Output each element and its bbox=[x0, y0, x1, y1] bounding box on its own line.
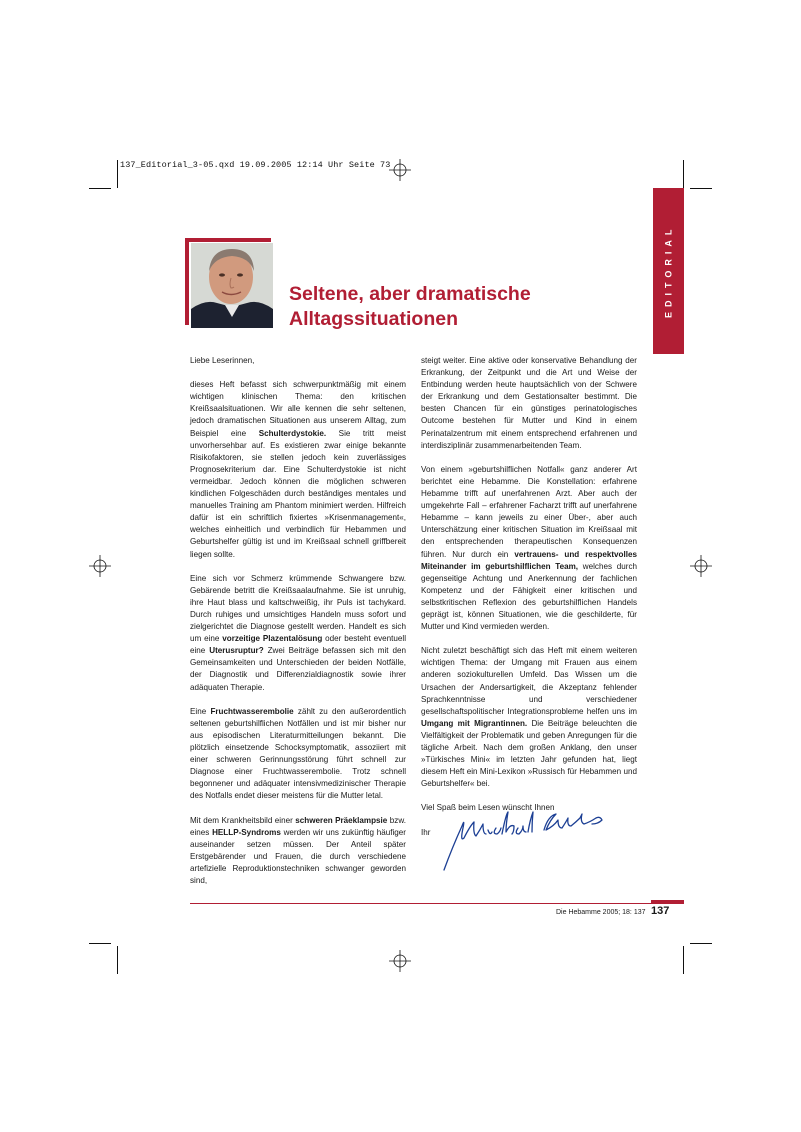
page-number: 137 bbox=[651, 905, 670, 917]
crosshair-registration-icon bbox=[389, 950, 411, 972]
sign-off: Ihr bbox=[421, 827, 431, 837]
page-title bbox=[289, 282, 531, 332]
crop-mark bbox=[117, 946, 118, 974]
paragraph: Eine Fruchtwasserembolie zählt zu den außerordentlich seltenen geburtshilflichen Notfällen und ist mir bisher nur aus episodischen Literaturmitteilungen bekannt. Die plötzlich einsetzende Schocksymptomatik, assoziiert mit einer schweren Gerinnungsstörung führt schnell zur Diagnose einer Fruchtwasserembolie. Trotz schnell begonnener und adäquater intensivmedizinischer Therapie des Notfalls endet dieser meistens für die Mutter letal. bbox=[190, 706, 406, 801]
section-tab-label: EDITORIAL bbox=[663, 224, 674, 318]
text-column-right bbox=[421, 355, 637, 851]
crop-mark bbox=[89, 188, 111, 189]
handwritten-signature bbox=[440, 808, 610, 874]
closing-line: Viel Spaß beim Lesen wünscht Ihnen bbox=[421, 803, 555, 813]
crosshair-registration-icon bbox=[89, 555, 111, 577]
paragraph: steigt weiter. Eine aktive oder konservative Behandlung der Erkrankung, der Zeitpunkt und die Art und Weise der Entbindung werden heute hauptsächlich von der Schwere der Erkrankung und dem Gestationsalter bestimmt. Die besten Chancen für ein günstiges perinatologisches Outcome bestehen für Mutter und Kind in einem Perinatalzentrum mit einem entsprechend erfahrenen und interdisziplinär zusammenarbeitenden Team. bbox=[421, 356, 637, 450]
paragraph: Eine sich vor Schmerz krümmende Schwangere bzw. Gebärende betritt die Kreißsaalaufnahme. Sie ist unruhig, ihre Haut blass und kaltschweißig, ihr Puls ist tachykard. Durch ruhiges und umsichtiges Handeln muss sofort und zielgerichtet die Diagnose gestellt werden. Handelt es sich um eine vorzeitige Plazentalösung oder besteht eventuell eine Uterusruptur? Zwei Beiträge befassen sich mit den Gemeinsamkeiten und Unterschieden der beiden Notfälle, der Diagnostik und Differenzialdiagnostik sowie ihrer adäquaten Therapie. bbox=[190, 573, 406, 692]
footer-accent-bar bbox=[651, 900, 684, 904]
paragraph: Nicht zuletzt beschäftigt sich das Heft mit einem weiteren wichtigen Thema: der Umgang mit Frauen aus einem anderen soziokulturellen Umfeld. Das Wissen um die Ursachen der Andersartigkeit, die Akzeptanz fehlender Sprachkenntnisse und verschiedener gesellschaftspolitischer Integrationsprobleme helfen uns im Umgang mit Migrantinnen. Die Beiträge beleuchten die Vielfältigkeit der Problematik und geben Anregungen für die tägliche Arbeit. Nach dem großen Anklang, den unser »Türkisches Mini« im letzten Jahr gefunden hat, liegt diesem Heft ein Mini-Lexikon »Russisch für Hebammen und Geburtshelfer« bei. bbox=[421, 646, 637, 789]
paragraph: dieses Heft befasst sich schwerpunktmäßig mit einem wichtigen klinischen Thema: den kritischen Kreißsaalsituationen. Wir alle kennen die sehr seltenen, jedoch dramatischen Situationen aus unserem Alltag, zum Beispiel eine Schulterdystokie. Sie tritt meist unvorhersehbar auf. Es existieren zwar einige bekannte Risikofaktoren, sie stellen jedoch kein zuverlässiges Prognosekriterium dar. Eine Schulterdystokie ist nicht vermeidbar. Jedoch können die möglichen schweren kindlichen Folgeschäden durch beständiges mentales und manuelles Training am Phantom minimiert werden. Hilfreich dafür ist ein schriftlich fixiertes »Krisenmanagement«, welches einheitlich und verbindlich für Hebammen und Geburtshelfer gültig ist und im Kreißsaal schnell griffbereit liegen sollte. bbox=[190, 380, 406, 559]
crop-mark bbox=[89, 943, 111, 944]
crop-mark bbox=[683, 160, 684, 188]
crop-mark bbox=[690, 188, 712, 189]
paragraph: Mit dem Krankheitsbild einer schweren Präeklampsie bzw. eines HELLP-Syndroms werden wir uns zukünftig häufiger auseinander setzen müssen. Der Anteil später Erstgebärender und Frauen, die durch verschiedene artefizielle Reproduktionstechniken schwanger geworden sind, bbox=[190, 815, 406, 886]
print-slug-line: 137_Editorial_3-05.qxd 19.09.2005 12:14 Uhr Seite 73 bbox=[120, 160, 391, 170]
text-column-left bbox=[190, 355, 406, 899]
footer-rule bbox=[190, 903, 684, 904]
paragraph: Von einem »geburtshilflichen Notfall« ganz anderer Art berichtet eine Hebamme. Die Konstellation: erfahrene Hebamme trifft auf unerfahrenen Arzt. Aber auch der umgekehrte Fall – erfahrener Facharzt trifft auf unerfahrene Hebamme – kann jeweils zu einer Über-, aber auch Unterschätzung einer kritischen Situation im Kreißsaal mit den entsprechenden therapeutischen Konsequenzen führen. Nur durch ein vertrauens- und respektvolles Miteinander im geburtshilflichen Team, welches durch gegenseitige Achtung und Anerkennung der fachlichen Kompetenz und der Fähigkeit einer kritischen und selbstkritischen Reflexion des geburtshilflichen Handels geprägt ist, können Situationen, wie die geschilderte, für Mutter und Kind vermieden werden. bbox=[421, 464, 637, 632]
page-title-line: Seltene, aber dramatische bbox=[289, 283, 531, 305]
crop-mark bbox=[683, 946, 684, 974]
footer-journal-citation: Die Hebamme 2005; 18: 137 bbox=[556, 909, 646, 916]
page-title-line: Alltagssituationen bbox=[289, 308, 459, 330]
crop-mark bbox=[117, 160, 118, 188]
crosshair-registration-icon bbox=[690, 555, 712, 577]
author-portrait bbox=[191, 243, 273, 328]
crop-mark bbox=[690, 943, 712, 944]
section-tab bbox=[653, 188, 684, 354]
salutation: Liebe Leserinnen, bbox=[190, 356, 255, 365]
crosshair-registration-icon bbox=[389, 159, 411, 181]
